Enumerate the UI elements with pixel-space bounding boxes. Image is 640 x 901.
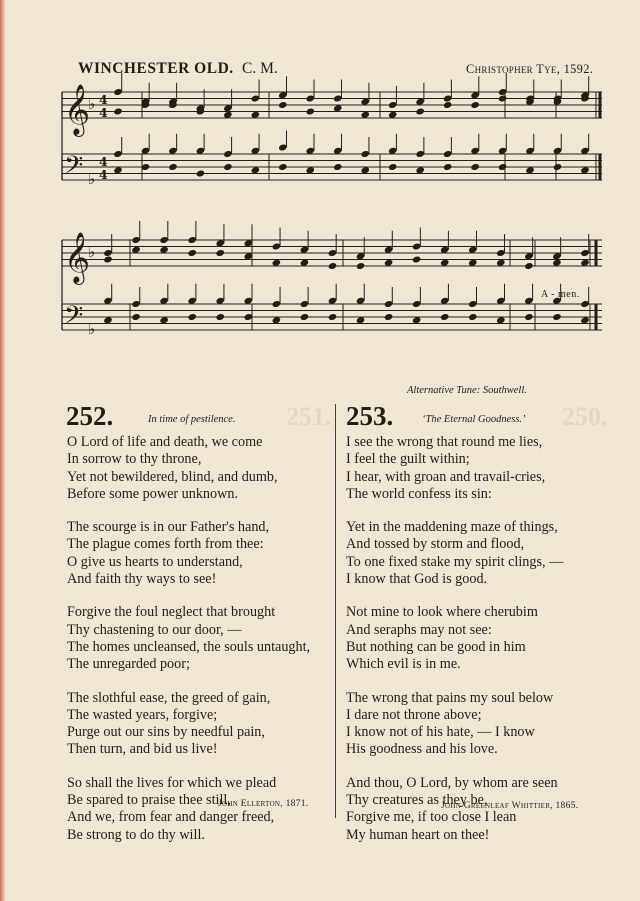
bass-clef: 𝄢 bbox=[64, 301, 84, 336]
alternative-tune: Alternative Tune: Southwell. bbox=[407, 385, 527, 396]
verse bbox=[67, 775, 310, 844]
key-flat: ♭ bbox=[88, 243, 96, 261]
hymn-author: John Ellerton, 1871. bbox=[218, 799, 309, 809]
verse-line: The wrong that pains my soul below bbox=[346, 689, 554, 706]
verse-line: Yet not bewildered, blind, and dumb, bbox=[67, 468, 278, 485]
note-head bbox=[443, 101, 453, 109]
time-signature-bottom: 4 bbox=[99, 167, 108, 182]
hymn-number: 252. bbox=[66, 401, 114, 431]
verse-line: The slothful ease, the greed of gain, bbox=[67, 689, 271, 706]
note-head bbox=[468, 313, 478, 321]
show-through: 251. bbox=[286, 402, 332, 431]
verse-line: The plague comes forth from thee: bbox=[67, 536, 264, 553]
verse-line: And thou, O Lord, by whom are seen bbox=[346, 774, 558, 791]
note-head bbox=[215, 313, 225, 321]
verse bbox=[346, 434, 563, 503]
note-head bbox=[443, 163, 453, 171]
treble-clef: 𝄞 bbox=[64, 232, 91, 283]
note-head bbox=[306, 107, 316, 115]
key-flat: ♭ bbox=[88, 170, 96, 188]
verse-line: In sorrow to thy throne, bbox=[67, 451, 202, 468]
verse-line: Be strong to do thy will. bbox=[67, 826, 205, 843]
verse-line: O Lord of life and death, we come bbox=[67, 434, 263, 450]
verse-line: Purge out our sins by needful pain, bbox=[67, 724, 265, 741]
verse-line: Not mine to look where cherubim bbox=[346, 604, 538, 621]
bass-clef: 𝄢 bbox=[64, 151, 84, 186]
column-divider bbox=[335, 404, 336, 818]
verse-line: So shall the lives for which we plead bbox=[67, 774, 277, 791]
note-head bbox=[412, 255, 422, 263]
note-head bbox=[328, 313, 338, 321]
verse-line: I know not of his hate, — I know bbox=[346, 724, 535, 741]
verse-line: I know that God is good. bbox=[346, 571, 488, 588]
note-head bbox=[131, 313, 141, 321]
verse-line: I hear, with groan and travail-cries, bbox=[346, 468, 546, 485]
note-head bbox=[187, 313, 197, 321]
verse-line: O give us hearts to understand, bbox=[67, 553, 243, 570]
note-head bbox=[356, 262, 366, 270]
verse bbox=[67, 604, 310, 673]
verse-line: And tossed by storm and flood, bbox=[346, 536, 525, 553]
note-head bbox=[278, 101, 288, 109]
verse-line: Then turn, and bid us live! bbox=[67, 741, 218, 758]
tune-meter: C. M. bbox=[242, 60, 278, 77]
verse bbox=[67, 690, 310, 759]
note-head bbox=[498, 94, 508, 102]
verse bbox=[67, 519, 310, 588]
verse-line: To one fixed stake my spirit clings, — bbox=[346, 553, 564, 570]
verse-line: And we, from fear and danger freed, bbox=[67, 809, 275, 826]
key-flat: ♭ bbox=[88, 95, 96, 113]
verse-line: And faith thy ways to see! bbox=[67, 571, 217, 588]
hymn-author: John Greenleaf Whittier, 1865. bbox=[441, 801, 579, 811]
verse-line: Forgive the foul neglect that brought bbox=[67, 604, 276, 621]
verse-line: The wasted years, forgive; bbox=[67, 706, 218, 723]
treble-clef: 𝄞 bbox=[64, 84, 91, 135]
note-head bbox=[333, 163, 343, 171]
time-signature-bottom: 4 bbox=[99, 105, 108, 120]
time-signature-top: 4 bbox=[99, 92, 108, 107]
note-head bbox=[168, 163, 178, 171]
note-head bbox=[498, 163, 508, 171]
verse-line: My human heart on thee! bbox=[346, 826, 490, 843]
verse-line: Before some power unknown. bbox=[67, 485, 238, 502]
note-head bbox=[524, 313, 534, 321]
note-head bbox=[415, 107, 425, 115]
verse-line: Thy creatures as they be, bbox=[346, 792, 488, 809]
verse-line: Which evil is in me. bbox=[346, 656, 461, 673]
verse-line: Yet in the maddening maze of things, bbox=[346, 519, 558, 536]
note-head bbox=[328, 262, 338, 270]
show-through: 250. bbox=[562, 402, 608, 431]
note-head bbox=[440, 313, 450, 321]
note-head bbox=[552, 313, 562, 321]
verse bbox=[346, 604, 563, 673]
verse-line: I see the wrong that round me lies, bbox=[346, 434, 543, 450]
note-head bbox=[470, 163, 480, 171]
verse-line: The homes uncleansed, the souls untaught, bbox=[67, 638, 311, 655]
verse-line: His goodness and his love. bbox=[346, 741, 498, 758]
tune-name: WINCHESTER OLD. bbox=[78, 60, 234, 77]
note-head bbox=[524, 262, 534, 270]
time-signature-top: 4 bbox=[99, 154, 108, 169]
note-head bbox=[223, 163, 233, 171]
hymn-253-text bbox=[346, 434, 563, 860]
verse bbox=[346, 519, 563, 588]
note-head bbox=[113, 107, 123, 115]
note-head bbox=[388, 163, 398, 171]
note-head bbox=[278, 163, 288, 171]
music-score bbox=[0, 0, 640, 380]
verse-line: I dare not throne above; bbox=[346, 706, 482, 723]
key-flat: ♭ bbox=[88, 320, 96, 338]
verse-line: The unregarded poor; bbox=[67, 656, 190, 673]
note-head bbox=[470, 101, 480, 109]
verse-line: And seraphs may not see: bbox=[346, 621, 492, 638]
verse-line: The world confess its sin: bbox=[346, 485, 492, 502]
note-head bbox=[384, 313, 394, 321]
hymn-number: 253. bbox=[346, 401, 394, 431]
note-head bbox=[187, 249, 197, 257]
amen-lyric: A - men. bbox=[541, 289, 580, 300]
verse-line: The scourge is in our Father's hand, bbox=[67, 519, 270, 536]
hymn-252-text bbox=[67, 434, 310, 860]
composer-credit: Christopher Tye, 1592. bbox=[466, 62, 594, 76]
note-head bbox=[103, 255, 113, 263]
hymn-subtitle: In time of pestilence. bbox=[148, 414, 236, 425]
verse-line: Be spared to praise thee still, bbox=[67, 792, 231, 809]
verse bbox=[346, 690, 563, 759]
note-head bbox=[553, 163, 563, 171]
verse-line: I feel the guilt within; bbox=[346, 451, 470, 468]
verse-line: Thy chastening to our door, — bbox=[67, 621, 242, 638]
verse bbox=[67, 434, 310, 503]
verse-line: But nothing can be good in him bbox=[346, 638, 526, 655]
verse-line: Forgive me, if too close I lean bbox=[346, 809, 517, 826]
note-head bbox=[196, 169, 206, 177]
hymn-subtitle: ‘The Eternal Goodness.’ bbox=[422, 414, 526, 425]
note-head bbox=[300, 313, 310, 321]
note-head bbox=[215, 249, 225, 257]
